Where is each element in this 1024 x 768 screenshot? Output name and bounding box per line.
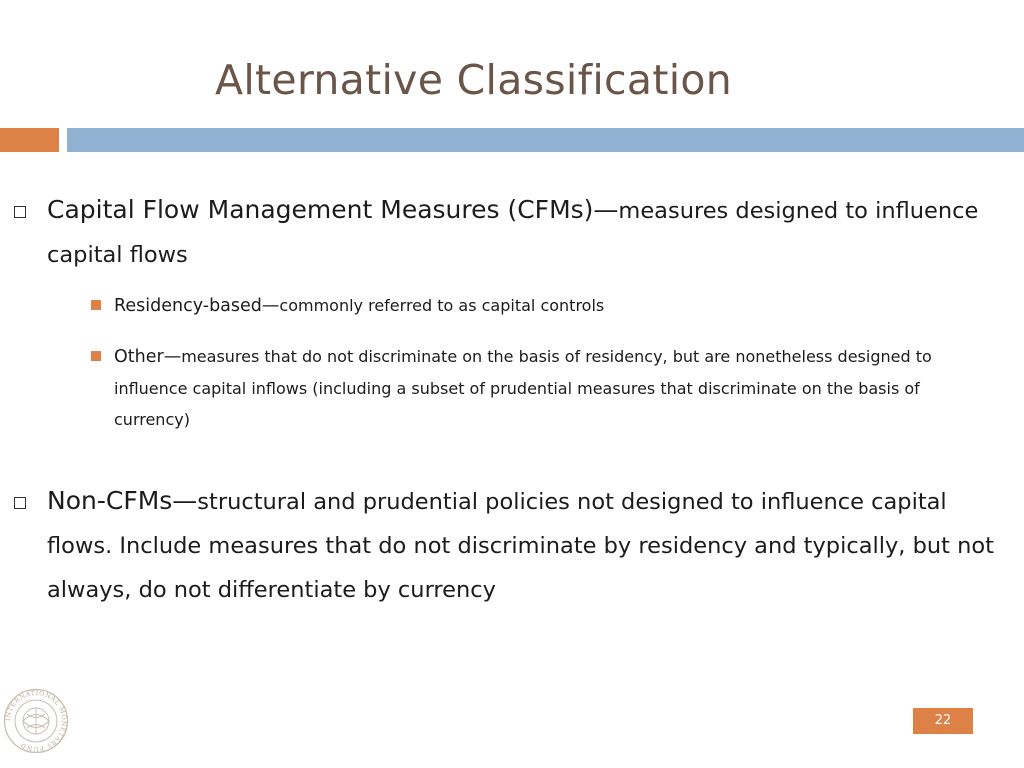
bullet-cfms-head: Capital Flow Management Measures (CFMs)— bbox=[47, 195, 619, 224]
hollow-square-bullet-icon bbox=[14, 497, 26, 509]
imf-seal-text: INTERNATIONAL MONETARY FUND bbox=[4, 689, 68, 753]
sub-bullet-other bbox=[114, 341, 964, 435]
header-rule-bar bbox=[67, 128, 1024, 152]
bullet-cfms-body: measures designed to influence capital flows bbox=[47, 198, 979, 268]
bullet-cfms bbox=[47, 189, 997, 278]
bullet-non-cfms-head: Non-CFMs— bbox=[47, 486, 198, 515]
hollow-square-bullet-icon bbox=[14, 206, 26, 218]
imf-seal-logo bbox=[3, 688, 69, 754]
bullet-non-cfms bbox=[47, 480, 997, 613]
sub-bullet-other-head: Other— bbox=[114, 347, 182, 367]
sub-bullet-residency-head: Residency-based— bbox=[114, 296, 280, 316]
filled-square-bullet-icon bbox=[91, 300, 101, 310]
header-accent-bar bbox=[0, 128, 59, 152]
bullet-non-cfms-body: structural and prudential policies not designed to influence capital flows. Include measures that do not discriminate by residency and typically, but not always, do not differentiate by currency bbox=[47, 489, 994, 603]
slide-title: Alternative Classification bbox=[215, 56, 733, 104]
filled-square-bullet-icon bbox=[91, 351, 101, 361]
page-number-badge: 22 bbox=[913, 708, 973, 734]
sub-bullet-residency-based bbox=[114, 290, 964, 322]
sub-bullet-residency-body: commonly referred to as capital controls bbox=[279, 296, 605, 315]
sub-bullet-other-body: measures that do not discriminate on the basis of residency, but are nonetheless designed to influence capital inflows (including a subset of prudential measures that discriminate on the basis of currency) bbox=[114, 347, 932, 429]
